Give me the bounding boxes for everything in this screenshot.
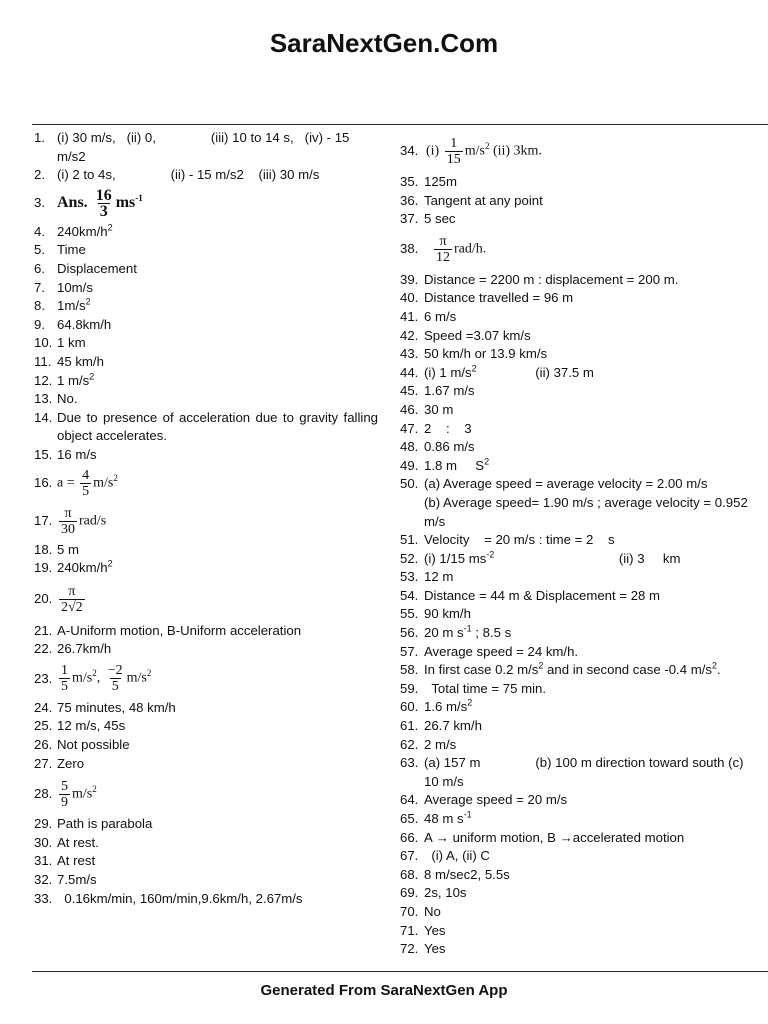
answer-item: 26. Not possible <box>34 737 130 753</box>
answer-item: 27. Zero <box>34 755 85 771</box>
answer-item: 70. No <box>400 903 441 919</box>
answer-item: 17. $\frac{\pi}{30}$ rad/s <box>34 506 107 537</box>
answers-left-column <box>34 129 382 908</box>
answer-item: 57. Average speed = 24 km/h. <box>400 643 579 659</box>
answer-item: 59. Total time = 75 min. <box>400 680 547 696</box>
answer-item: 23. $\frac{1}{5}$ $m/s^2$, $\frac{-2}{5}$ $m/s^2$ <box>34 663 152 695</box>
answer-item: 13. No. <box>34 391 78 407</box>
answer-item: 54. Distance = 44 m & Displacement = 28 m <box>400 587 661 603</box>
answer-item: 58. In first case 0.2 $m/s^2$ and in second case -0.4 $m/s^2$. <box>400 660 721 678</box>
math-expression: $\frac{\pi}{12}$ rad/h. <box>436 234 487 266</box>
fraction: $\frac{16}{3}$ <box>95 187 112 221</box>
answer-item: 67. (i) A, (ii) C <box>400 848 490 864</box>
answer-item: 53. 12 m <box>400 569 454 585</box>
answer-item: 31. At rest <box>34 853 96 869</box>
answer-item: 51. Velocity = 20 m/s : time = 2 s <box>400 532 615 548</box>
answers-right-column <box>400 129 750 959</box>
answer-item: 45. 1.67 m/s <box>400 383 475 399</box>
answer-item: 22. 26.7km/h <box>34 641 112 657</box>
answer-item: 71. Yes <box>400 922 446 938</box>
answer-item: 41. 6 m/s <box>400 308 457 324</box>
answer-item: 38. $\frac{\pi}{12}$ rad/h. <box>400 234 487 266</box>
answer-item: 32. 7.5m/s <box>34 872 97 888</box>
math-expression: (i) $\frac{1}{15}$ $m/s^2$ (ii) 3km. <box>426 135 542 167</box>
answer-item: 28. $\frac{5}{9}$ $m/s^2$ <box>34 778 97 810</box>
answer-item: 6. Displacement <box>34 260 137 276</box>
fraction: $\frac{4}{5}$ <box>82 468 90 499</box>
answer-item: 20. $\frac{\pi}{2√2}$ <box>34 578 378 622</box>
answer-item: 30. At rest. <box>34 834 99 850</box>
answer-item: 4. $240km/h^2$ <box>34 222 113 239</box>
math-expression: $\frac{\pi}{30}$ rad/s <box>61 506 107 537</box>
answer-item: 8. $1m/s^2$ <box>34 296 91 314</box>
answer-item: 63. (a) 157 m (b) 100 m direction toward south (c) 10 m/s <box>400 755 748 789</box>
answer-item: 18. 5 m <box>34 541 79 557</box>
answer-item: 36. Tangent at any point <box>400 192 543 208</box>
answer-item: 68. 8 m/sec2, 5.5s <box>400 866 510 882</box>
answer-item: 66. A → uniform motion, B →accelerated motion <box>400 829 685 845</box>
answer-item: 15. 16 m/s <box>34 446 97 462</box>
answer-item: 24. 75 minutes, 48 km/h <box>34 699 176 715</box>
answer-item: 11. 45 km/h <box>34 353 104 369</box>
answer-item: 10. 1 km <box>34 335 86 351</box>
math-expression: $\frac{5}{9}$ $m/s^2$ <box>61 778 97 810</box>
site-title: SaraNextGen.Com <box>269 28 499 58</box>
answer-item: 7. 10m/s <box>34 279 93 295</box>
answer-item: 65. 48 m $s^{-1}$ <box>400 809 472 826</box>
answer-item: 69. 2s, 10s <box>400 885 467 901</box>
math-expression <box>57 584 87 615</box>
answer-item: 2. (i) 2 to 4s, (ii) - 15 m/s2 (iii) 30 m/s <box>34 167 320 183</box>
answer-item: 52. (i) 1/15 $ms^{-2}$ (ii) 3 km <box>400 549 681 566</box>
answer-item: 25. 12 m/s, 45s <box>34 718 126 734</box>
answer-item: 9. 64.8km/h <box>34 316 112 332</box>
answer-item: 3. Ans. $\frac{16}{3}$ $ms^{-1}$ <box>34 187 143 221</box>
answer-item: 47. 2 : 3 <box>400 420 472 436</box>
answer-item: 21. A-Uniform motion, B-Uniform acceleration <box>34 622 302 638</box>
answer-item: 64. Average speed = 20 m/s <box>400 792 568 808</box>
fraction: $\frac{\pi}{2√2}$ <box>61 584 83 616</box>
answer-item: 37. 5 sec <box>400 211 456 227</box>
answer-item: 19. $240km/h^2$ <box>34 558 113 576</box>
answer-item: 44. (i) 1 $m/s^2$ (ii) 37.5 m <box>400 363 594 380</box>
answer-item: 40. Distance travelled = 96 m <box>400 290 574 306</box>
fraction: $\frac{\pi}{30}$ <box>61 506 75 537</box>
answer-item: 60. 1.6 $m/s^2$ <box>400 698 473 715</box>
fraction: $\frac{\pi}{12}$ <box>436 234 450 266</box>
math-expression: $\frac{1}{5}$ $m/s^2$, $\frac{-2}{5}$ $m/s^2$ <box>61 663 152 695</box>
answer-item: 12. 1 $m/s^2$ <box>34 371 95 388</box>
answer-item: 16. a = $\frac{4}{5}$ $m/s^2$ <box>34 468 118 499</box>
footer-text: Generated From SaraNextGen App <box>260 982 508 999</box>
fraction: $\frac{1}{15}$ <box>446 135 461 167</box>
answer-item: 55. 90 km/h <box>400 606 471 622</box>
top-divider <box>32 124 768 125</box>
answer-item: 48. 0.86 m/s <box>400 439 475 455</box>
answer-item: 46. 30 m <box>400 401 454 417</box>
answer-item: 49. 1.8 m $S^2$ <box>400 456 490 473</box>
fraction: $\frac{-2}{5}$ <box>107 663 123 695</box>
answer-item: 61. 26.7 km/h <box>400 718 482 734</box>
answer-item: 5. Time <box>34 242 86 258</box>
answer-item: 72. Yes <box>400 941 446 957</box>
answer-item: 29. Path is parabola <box>34 816 153 832</box>
bottom-divider <box>32 971 768 972</box>
answer-item: 34. (i) $\frac{1}{15}$ $m/s^2$ (ii) 3km. <box>400 135 542 167</box>
math-expression: Ans. $\frac{16}{3}$ $ms^{-1}$ <box>57 187 143 221</box>
answer-item: 50. (a) Average speed = average velocity = 2.00 m/s (b) Average speed= 1.90 m/s ; average velocity = 0.952 m/s <box>400 476 748 529</box>
answer-item: 62. 2 m/s <box>400 736 457 752</box>
fraction: $\frac{5}{9}$ <box>61 778 68 810</box>
math-expression: a = $\frac{4}{5}$ $m/s^2$ <box>57 468 118 499</box>
answer-item: 56. 20 m $s^{-1}$ ; 8.5 s <box>400 623 512 641</box>
answer-item: 14. Due to presence of acceleration due to gravity falling object accelerates. <box>34 409 382 444</box>
answer-item: 35. 125m <box>400 174 457 189</box>
fraction: $\frac{1}{5}$ <box>61 663 68 695</box>
answer-item: 42. Speed =3.07 km/s <box>400 327 531 343</box>
answer-item: 43. 50 km/h or 13.9 km/s <box>400 346 548 362</box>
answer-item: 1. (i) 30 m/s, (ii) 0, (iii) 10 to 14 s, (iv) - 15 m/s2 <box>34 130 354 164</box>
answer-item: 39. Distance = 2200 m : displacement = 200 m. <box>400 271 679 287</box>
answer-item: 33. 0.16km/min, 160m/min,9.6km/h, 2.67m/s <box>34 890 303 906</box>
